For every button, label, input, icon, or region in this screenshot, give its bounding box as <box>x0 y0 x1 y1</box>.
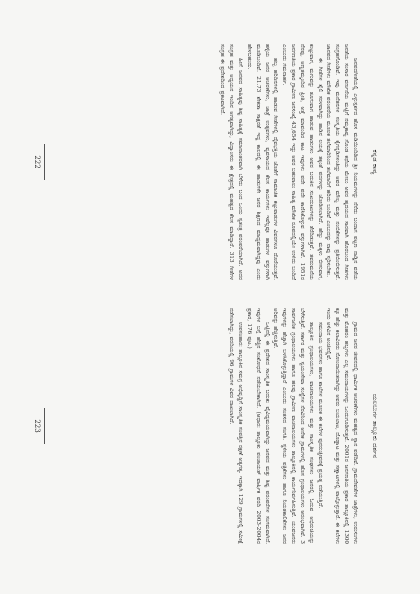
left-folio-rule <box>44 144 45 180</box>
paragraph: ಜನಪದಗೀತೆಯಲ್ಲಿ ಎಳ್ಳುಸ್ಪರ್ಶದ ಹೊಸ ಮಡಿಯಿಂದಿಡಿದ ಶ್ರೀ ನಿಯಮಗಳನ್ನು ನೆನೆದು ಬಂದಾಗ ಪಟ್ಟಣ ನಾಡ್ಡಿನ ವಡೆಯ ಜನತೆಯ ಸಂಸಾರ ವರ್ಣನೆಯ ಮಟ್ಟಿಗೆ ನಮ್ಮಕಾವ್ಯ ಗೊಂಡ ಕಥೆಯ ಮೇಲು ಅವರ ಹೃದಯದ ಸಾರವಾಗಿ ಹೊರಬಂದ ಗೀತಗಳು ಸಂಗ್ರಹಗೊಂಡಿವೆ. ಇವು ಮನೆತನಗಳ ಸಂಸ್ಕೃತಿಯ ಕೈಗನ್ನಡಿಗಳಂತಿದ್ದು ಅವರ ಮೌಲ್ಯ ಮತ್ತು ನಂಬಿಕೆಗಳನ್ನು ಪ್ರತಿಬಿಂಬಿಸುತ್ತವೆ. ಜಾನಪದ ಗೀತೆಗಳು ಮೌಖಿಕ ಪರಂಪರೆಯ ಮೂಲಕ ತಲೆಮಾರಿನಿಂದ ತಲೆಮಾರಿಗೆ ಹರಿದು ಬಂದಿವೆ ಎಂಬುದನ್ನು ನಾವು ಸ್ಮರಿಸಬೇಕು. <box>325 44 358 280</box>
right-body-text <box>226 308 359 544</box>
left-page-number: 222 <box>33 155 41 169</box>
paragraph: ಉಪಸಂಹಾರ: ತಾಲ್ಲೂಕಿನ ಸಮಗ್ರ ಅಭಿವೃದ್ಧಿಗೆ ಸಾಂಸ್ಕೃತಿಕ ಸಂಪತ್ತಿನ ರಕ್ಷಣೆ ಅತ್ಯಗತ್ಯ. ಇದಕ್ಕಾಗಿ 129 ಗ್ರಾಮಗಳಲ್ಲಿ ಸಮೀಕ್ಷೆ ನಡೆಸಲಾಗಿದ್ದು, ವರದಿಯಲ್ಲಿ 96 ಗ್ರಾಮಗಳ ವಿವರ ದಾಖಲಾಗಿದೆ. <box>228 308 244 544</box>
paragraph: ಹಬ್ಬ ಹರಿದಿನಗಳಲ್ಲಿ ಹಾಡುವ ಗೀತೆಗಳಲ್ಲಿ ದೈವಭಕ್ತಿಯ ಜೊತೆಗೆ ಸಾಮಾಜಿಕ ಕಟ್ಟುಪಾಡುಗಳ ವಿವರಗಳೂ ದೊರೆಯುತ್ತವೆ. ಹಳ್ಳಿಯ ಜನರ ಆಚರಣೆಗಳು, ಜಾತ್ರೆ ಉತ್ಸವಗಳು, ವ್ಯವಸಾಯದ ಕೆಲಸ ಕಾರ್ಯಗಳು ಇವೆಲ್ಲವೂ ಹಾಡುಗಳ ವಸ್ತುಗಳಾಗಿ ಮೂಡಿಬಂದಿವೆ. 21.73 ಶೇಕಡಾ ಸಾಕ್ಷರತೆ ಇದ್ದ ಕಾಲದಲ್ಲಿ ಈ ಹಾಡುಗಳೇ ಜನರ ಶಿಕ್ಷಣದ ಮಾಧ್ಯಮವಾಗಿದ್ದವು ಎಂದು ಹೇಳಬಹುದು. <box>245 44 279 280</box>
paragraph: ಈ ಗೀತೆಗಳ ಶೈಲಿ ಸರಳವಾಗಿದ್ದು ಹಾಡಿನ ಲಯಕ್ಕೆ ತಕ್ಕಂತೆ ಪದಗಳನ್ನು ಜೋಡಿಸಲಾಗಿದೆ. ಹೆಣ್ಣು ಮಕ್ಕಳು ಬೀಸುವಾಗ, ಕುಟ್ಟುವಾಗ, ಮಗುವನ್ನು ತೂಗುವಾಗ ಹಾಡುವ ಹಾಡುಗಳು ಅವರ ಬದುಕಿನ ಸುಖದುಃಖಗಳನ್ನು ತೆರೆದಿಡುತ್ತವೆ. ತವರುಮನೆಯ ನೆನಪು, ಅಣ್ಣತಮ್ಮಂದಿರ ಪ್ರೀತಿ, ಅತ್ತೆ ಮಾವಂದಿರ ಕಾಟ ಇವುಗಳು ಪದೇ ಪದೇ ಕಾಣಿಸಿಕೊಳ್ಳುವ ವಸ್ತುಗಳಾಗಿವೆ. 1951ರ ಜನಗಣತಿಯ ಪ್ರಕಾರ ಗ್ರಾಮೀಣ ಜನಸಂಖ್ಯೆ 43,654 ಇದ್ದು ಅವರ ಬಹುಪಾಲು ಸಾಹಿತ್ಯ ಮೌಖಿಕ ರೂಪದಲ್ಲಿಯೇ ಉಳಿದು ಬಂದಿದೆ ಎಂಬುದು ಗಮನಾರ್ಹ. <box>281 44 323 280</box>
left-page <box>33 44 381 280</box>
paragraph: ಗ್ರಾಮದ ಜನರ ಜೀವನದಲ್ಲಿ ಧಾರ್ಮಿಕ ಆಚರಣೆಗಳು ಮಹತ್ವದ ಸ್ಥಾನ ಪಡೆದಿವೆ. ಗ್ರಾಮದೇವತೆಗಳ ಜಾತ್ರೆಗಳು, ಉರುಸುಗಳು ಮತ್ತು ಮೊಹರಂ ಹಬ್ಬಗಳು ಎಲ್ಲ ಸಮುದಾಯಗಳನ್ನು ಒಂದುಗೂಡಿಸುತ್ತವೆ. 2001ರ ಜನಗಣತಿಯ ಪ್ರಕಾರ ತಾಲ್ಲೂಕಿನಲ್ಲಿ 1300 ಕ್ಕೂ ಹೆಚ್ಚು ಕಲಾವಿದರು ನೋಂದಾಯಿತರಾಗಿದ್ದು ಅವರು ಬಯಲಾಟ, ದೊಡ್ಡಾಟ ಮತ್ತು ಸಣ್ಣಾಟಗಳಲ್ಲಿ ಪಾಲ್ಗೊಳ್ಳುತ್ತಾರೆ. ಈ ಕಲೆಗಳು ಇಂದು ಅಳಿವಿನ ಅಂಚಿನಲ್ಲಿವೆ. <box>325 308 358 544</box>
book-spread-rotated <box>33 44 381 544</box>
paragraph: ತಾಲ್ಲೂಕಿನ ಗ್ರಂಥಾಲಯಗಳು, ವಾಚನಾಲಯಗಳು ಮತ್ತು ಸಾಂಸ್ಕೃತಿಕ ಸಂಘಗಳು ಜನರಲ್ಲಿ ಓದುವ ಅಭಿರುಚಿಯನ್ನು ಬೆಳೆಸುತ್ತಿವೆ. ಸರ್ಕಾರ ಮತ್ತು ಸ್ವಯಂಸೇವಾ ಸಂಸ್ಥೆಗಳ ನೆರವಿನಿಂದ ಅನೇಕ ಗ್ರಾಮಗಳಲ್ಲಿ ಹೊಸ ಗ್ರಂಥಾಲಯಗಳು ಆರಂಭವಾಗಿವೆ. 3 ಸಾರ್ವಜನಿಕ ಗ್ರಂಥಾಲಯಗಳು ಹಾಗೂ ಹಲವು ಗ್ರಾಮೀಣ ವಾಚನಾಲಯಗಳು ತಾಲ್ಲೂಕಿನಲ್ಲಿ ಕಾರ್ಯನಿರ್ವಹಿಸುತ್ತಿವೆ. ಯುವಜನರು ಇವುಗಳನ್ನು ಹೆಚ್ಚಾಗಿ ಬಳಸಿಕೊಳ್ಳುತ್ತಿದ್ದಾರೆ ಎಂಬುದು ಸಂತಸದ ಸಂಗತಿ. ಸ್ಥಳೀಯ ಪತ್ರಿಕೆಗಳು ಹಾಗೂ ನಿಯತಕಾಲಿಕೆಗಳು ಜನರ ಅರಿವನ್ನು ಹೆಚ್ಚಿಸುತ್ತಿವೆ. <box>272 308 314 544</box>
right-folio-rule <box>44 408 45 444</box>
left-running-head: ಕನ್ನಡ ಕಾವ್ಯ <box>371 149 379 175</box>
right-running-head: ಯಲಬುರ್ಗ ತಾಲ್ಲೂಕು ದರ್ಶನ <box>371 393 379 459</box>
paragraph: ಹೀಗೆ ಜನಪದ ಸಾಹಿತ್ಯವು ಶಿಷ್ಟ ಸಾಹಿತ್ಯಕ್ಕೆ ಸಮಾನಾಂತರವಾಗಿ ಬೆಳೆದು ಬಂದ ಒಂದು ಸ್ವತಂತ್ರ ಪರಂಪರೆಯಾಗಿದೆ. ಅದರ ಸಂಗ್ರಹ ಮತ್ತು ಅಧ್ಯಯನ ಇಂದಿನ ಅಗತ್ಯವಾಗಿದ್ದು, ವಿದ್ವಾಂಸರು ಈ ಕ್ಷೇತ್ರದಲ್ಲಿ ಮಹತ್ವದ ಕೆಲಸ ಮಾಡಿದ್ದಾರೆ. 313 ಗೀತೆಗಳ ಸಂಗ್ರಹ ಈ ಪ್ರದೇಶದಿಂದ ಪ್ರಕಟವಾಗಿದೆ. <box>219 44 244 280</box>
right-page <box>33 308 381 544</box>
left-body-text <box>218 44 360 280</box>
paragraph: ಸಮುದಾಯ ಭವನಗಳು ಹಾಗೂ ಶಾಲೆಗಳ ಮೂಲಕ ಈ ಕಲೆಗಳ ಪುನರುಜ್ಜೀವನಕ್ಕೆ ಪ್ರಯತ್ನ ನಡೆಯುತ್ತಿದೆ. <box>316 322 323 509</box>
right-page-number: 223 <box>33 419 41 433</box>
paragraph: ಒಟ್ಟಿನಲ್ಲಿ ಈ ಪ್ರದೇಶದ ಸಾಂಸ್ಕೃತಿಕ ಬದುಕು ವೈವಿಧ್ಯಮಯವಾಗಿದ್ದು ಜನಪದ ಮತ್ತು ಶಿಷ್ಟ ಪರಂಪರೆಗಳ ಸಂಗಮವಾಗಿದೆ. ಇವುಗಳ ಬಗ್ಗೆ ಹೆಚ್ಚಿನ ಸಂಶೋಧನೆ ನಡೆಯಬೇಕಾಗಿದೆ. (ಆಧಾರ: ತಾಲ್ಲೂಕು ಪಂಚಾಯತ್ ವಾರ್ಷಿಕ ವರದಿ 2003-2004ರ ಪ್ರಕಾರ, 176 ಪುಟ.) <box>245 308 270 544</box>
